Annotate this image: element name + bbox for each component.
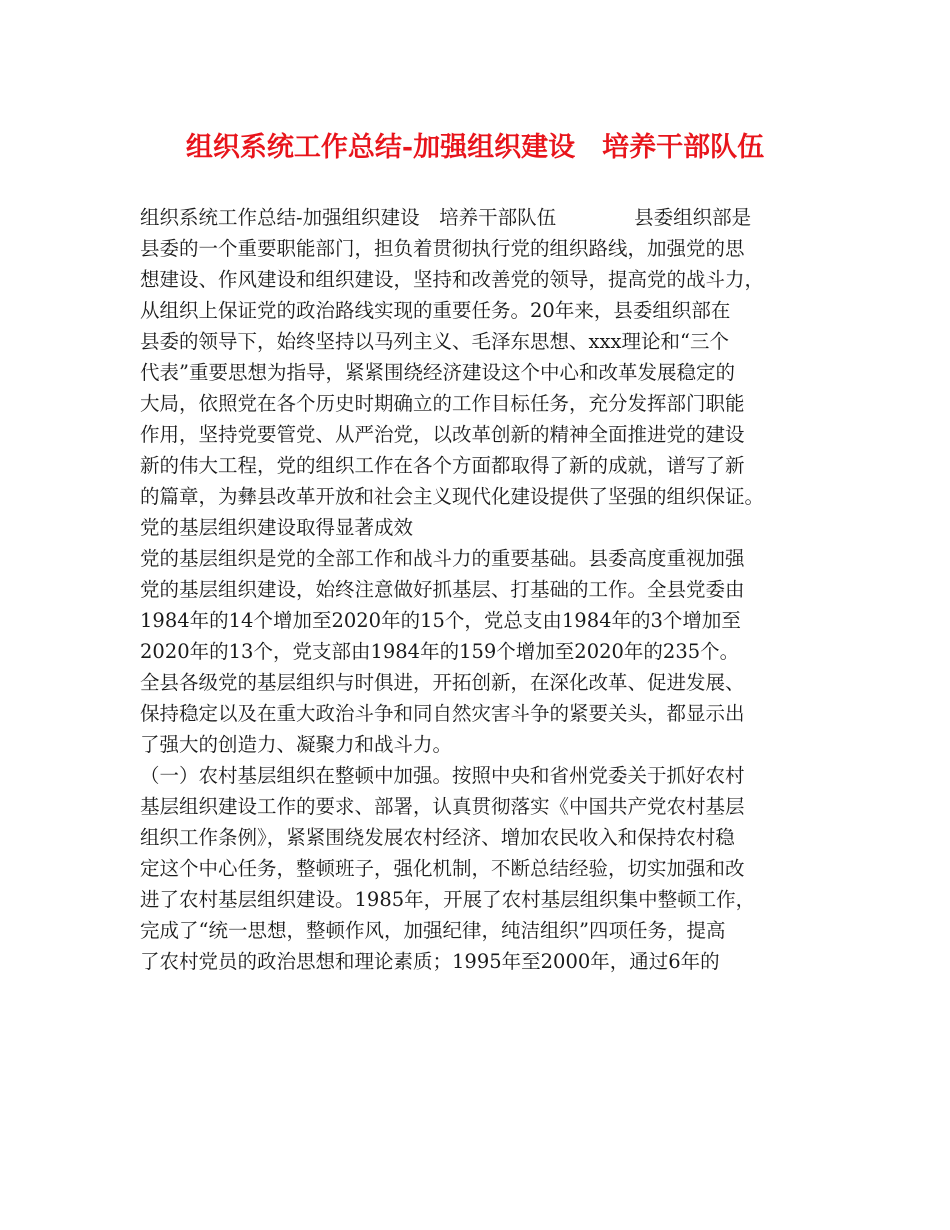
- body-line: 定这个中心任务，整顿班子，强化机制，不断总结经验，切实加强和改: [140, 857, 745, 880]
- body-line: 组织系统工作总结-加强组织建设 培养干部队伍 县委组织部是: [140, 206, 752, 229]
- body-line: 组织工作条例》，紧紧围绕发展农村经济、增加农民收入和保持农村稳: [140, 826, 735, 849]
- body-line: 大局，依照党在各个历史时期确立的工作目标任务，充分发挥部门职能: [140, 392, 745, 415]
- body-line: 党的基层组织是党的全部工作和战斗力的重要基础。县委高度重视加强: [140, 547, 745, 570]
- body-line: 2020年的13个，党支部由1984年的159个增加至2020年的235个。: [140, 640, 740, 663]
- body-line: 完成了“统一思想，整顿作风，加强纪律，纯洁组织”四项任务，提高: [140, 919, 726, 942]
- body-line: 1984年的14个增加至2020年的15个，党总支由1984年的3个增加至: [140, 609, 741, 632]
- body-line: 的篇章，为彝县改革开放和社会主义现代化建设提供了坚强的组织保证。: [140, 485, 765, 508]
- body-line: 进了农村基层组织建设。1985年，开展了农村基层组织集中整顿工作，: [140, 888, 756, 911]
- document-title: 组织系统工作总结-加强组织建设 培养干部队伍: [185, 132, 765, 163]
- body-line: 了强大的创造力、凝聚力和战斗力。: [140, 733, 453, 756]
- body-line: 从组织上保证党的政治路线实现的重要任务。20年来，县委组织部在: [140, 299, 731, 322]
- body-line: 想建设、作风建设和组织建设，坚持和改善党的领导，提高党的战斗力，: [140, 268, 765, 291]
- body-line: （一）农村基层组织在整顿中加强。按照中央和省州党委关于抓好农村: [140, 764, 745, 787]
- body-line: 全县各级党的基层组织与时俱进，开拓创新，在深化改革、促进发展、: [140, 671, 745, 694]
- body-line: 代表”重要思想为指导，紧紧围绕经济建设这个中心和改革发展稳定的: [140, 361, 735, 384]
- document-body: [140, 202, 830, 977]
- body-line: 作用，坚持党要管党、从严治党，以改革创新的精神全面推进党的建设: [140, 423, 745, 446]
- body-line: 新的伟大工程，党的组织工作在各个方面都取得了新的成就，谱写了新: [140, 454, 745, 477]
- body-line: 县委的领导下，始终坚持以马列主义、毛泽东思想、xxx理论和“三个: [140, 330, 729, 353]
- body-line: 党的基层组织建设，始终注意做好抓基层、打基础的工作。全县党委由: [140, 578, 745, 601]
- body-line: 基层组织建设工作的要求、部署，认真贯彻落实《中国共产党农村基层: [140, 795, 745, 818]
- body-line: 保持稳定以及在重大政治斗争和同自然灾害斗争的紧要关头，都显示出: [140, 702, 745, 725]
- body-line: 县委的一个重要职能部门，担负着贯彻执行党的组织路线，加强党的思: [140, 237, 745, 260]
- section-heading: 党的基层组织建设取得显著成效: [140, 516, 414, 539]
- body-line: 了农村党员的政治思想和理论素质；1995年至2000年，通过6年的: [140, 950, 720, 973]
